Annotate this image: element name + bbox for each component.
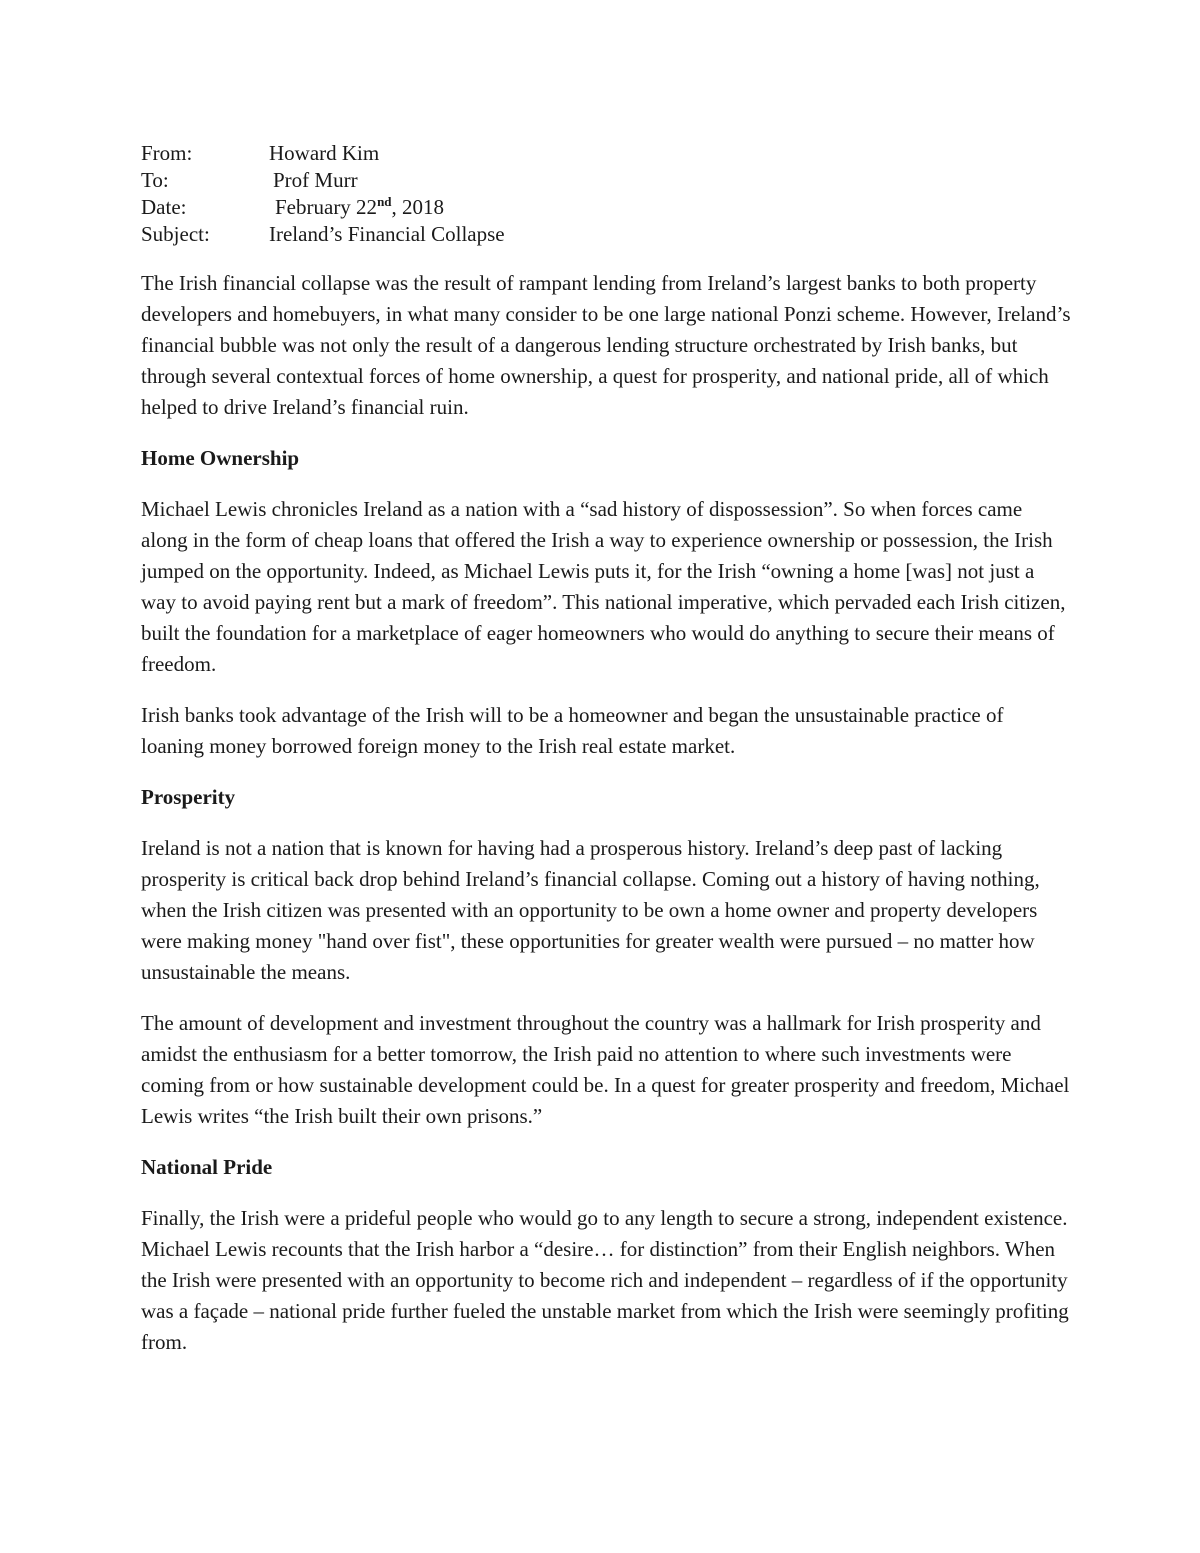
intro-paragraph: The Irish financial collapse was the result of rampant lending from Ireland’s largest banks to both property developers and homebuyers, in what many consider to be one large national Ponzi scheme. However, Ireland’s financial bubble was not only the result of a dangerous lending structure orchestrated by Irish banks, but through several contextual forces of home ownership, a quest for prosperity, and national pride, all of which helped to drive Ireland’s financial ruin. <box>141 271 1071 419</box>
memo-subject-row <box>141 221 1071 248</box>
memo-to-label: To: <box>141 168 169 192</box>
memo-subject-label: Subject: <box>141 222 210 246</box>
memo-to-row <box>141 167 1071 194</box>
section-heading-national-pride: National Pride <box>141 1155 273 1179</box>
national-pride-paragraph-1: Finally, the Irish were a prideful people who would go to any length to secure a strong, independent existence. Michael Lewis recounts that the Irish harbor a “desire… for distinction” from their English neighbors. When the Irish were presented with an opportunity to become rich and independent – regardless of if the opportunity was a façade – national pride further fueled the unstable market from which the Irish were seemingly profiting from. <box>141 1206 1069 1354</box>
memo-subject-value: Ireland’s Financial Collapse <box>269 222 505 246</box>
memo-date-main: February 22 <box>275 195 378 219</box>
memo-from-label: From: <box>141 141 193 165</box>
memo-date-row <box>141 194 1071 221</box>
home-ownership-paragraph-1: Michael Lewis chronicles Ireland as a nation with a “sad history of dispossession”. So when forces came along in the form of cheap loans that offered the Irish a way to experience ownership or possession, the Irish jumped on the opportunity. Indeed, as Michael Lewis puts it, for the Irish “owning a home [was] not just a way to avoid paying rent but a mark of freedom”. This national imperative, which pervaded each Irish citizen, built the foundation for a marketplace of eager homeowners who would do anything to secure their means of freedom. <box>141 497 1066 676</box>
memo-from-row <box>141 140 1071 167</box>
memo-header <box>141 140 1071 248</box>
section-heading-home-ownership: Home Ownership <box>141 446 300 470</box>
prosperity-paragraph-1: Ireland is not a nation that is known for having had a prosperous history. Ireland’s deep past of lacking prosperity is critical back drop behind Ireland’s financial collapse. Coming out a history of having nothing, when the Irish citizen was presented with an opportunity to be own a home owner and property developers were making money "hand over fist", these opportunities for greater wealth were pursued – no matter how unsustainable the means. <box>141 836 1040 984</box>
memo-date-label: Date: <box>141 195 187 219</box>
memo-date-value <box>269 194 1071 221</box>
memo-from-value: Howard Kim <box>269 141 380 165</box>
memo-date-year: , 2018 <box>391 195 445 219</box>
memo-date-suffix: nd <box>377 194 392 209</box>
section-heading-prosperity: Prosperity <box>141 785 236 809</box>
document-page <box>141 140 1071 1378</box>
prosperity-paragraph-2: The amount of development and investment throughout the country was a hallmark for Irish prosperity and amidst the enthusiasm for a better tomorrow, the Irish paid no attention to where such investments were coming from or how sustainable development could be. In a quest for greater prosperity and freedom, Michael Lewis writes “the Irish built their own prisons.” <box>141 1011 1070 1128</box>
home-ownership-paragraph-2: Irish banks took advantage of the Irish will to be a homeowner and began the unsustainable practice of loaning money borrowed foreign money to the Irish real estate market. <box>141 703 1004 758</box>
memo-to-value: Prof Murr <box>273 168 358 192</box>
